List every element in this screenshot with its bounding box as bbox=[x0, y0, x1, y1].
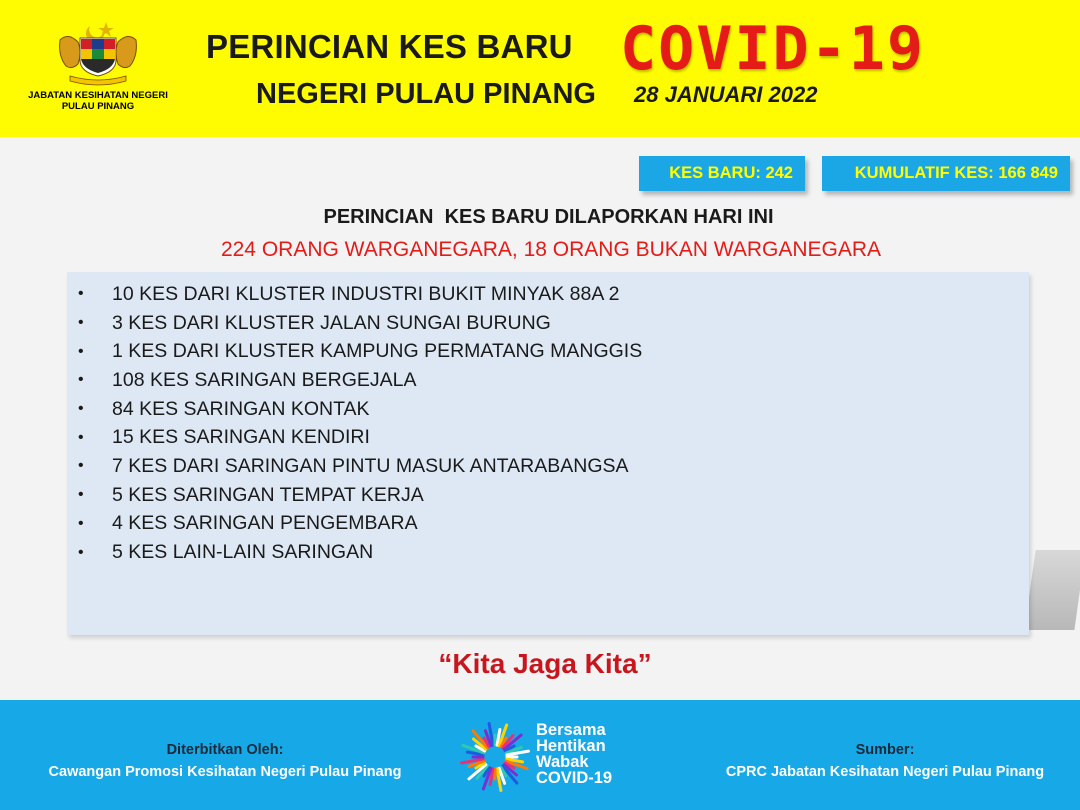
footer bbox=[0, 700, 1080, 810]
list-item bbox=[67, 452, 642, 481]
bullet-icon: • bbox=[78, 314, 84, 332]
section-title: PERINCIAN KES BARU DILAPORKAN HARI INI bbox=[323, 206, 774, 228]
covid-heading: COVID-19 bbox=[620, 14, 925, 84]
bullet-icon: • bbox=[78, 342, 84, 360]
header-banner bbox=[0, 0, 1080, 137]
page-subtitle: NEGERI PULAU PINANG bbox=[256, 78, 596, 110]
bullet-icon: • bbox=[78, 428, 84, 446]
list-item bbox=[67, 423, 642, 452]
section-subtitle: 224 ORANG WARGANEGARA, 18 ORANG BUKAN WARGANEGARA bbox=[220, 238, 882, 261]
publisher-block bbox=[20, 740, 430, 784]
page-title: PERINCIAN KES BARU bbox=[206, 28, 573, 65]
bullet-icon: • bbox=[78, 285, 84, 303]
bullet-icon: • bbox=[78, 400, 84, 418]
list-item-text: 15 KES SARINGAN KENDIRI bbox=[112, 426, 370, 449]
list-item bbox=[67, 280, 642, 309]
list-item bbox=[67, 309, 642, 338]
list-item bbox=[67, 366, 642, 395]
campaign-line: Wabak bbox=[536, 753, 589, 771]
list-item-text: 108 KES SARINGAN BERGEJALA bbox=[112, 368, 417, 391]
list-item bbox=[67, 395, 642, 424]
report-date: 28 JANUARI 2022 bbox=[634, 82, 818, 107]
bullet-icon: • bbox=[78, 457, 84, 475]
campaign-line: COVID-19 bbox=[536, 769, 613, 787]
department-name-line2: PULAU PINANG bbox=[61, 101, 135, 112]
list-item-text: 84 KES SARINGAN KONTAK bbox=[112, 397, 370, 420]
campaign-logo bbox=[456, 714, 636, 800]
department-logo bbox=[8, 18, 188, 118]
campaign-slogan bbox=[536, 722, 612, 786]
list-item-text: 4 KES SARINGAN PENGEMBARA bbox=[112, 512, 418, 535]
source-label: Sumber: bbox=[855, 742, 915, 758]
bullet-icon: • bbox=[78, 371, 84, 389]
publisher-name: Cawangan Promosi Kesihatan Negeri Pulau Pinang bbox=[48, 764, 402, 780]
bullet-icon: • bbox=[78, 543, 84, 561]
source-block bbox=[700, 740, 1070, 784]
slogan: “Kita Jaga Kita” bbox=[438, 648, 652, 679]
cumulative-cases-badge: KUMULATIF KES: 166 849 bbox=[822, 156, 1070, 191]
list-item bbox=[67, 510, 642, 539]
list-item bbox=[67, 538, 642, 567]
list-item-text: 10 KES DARI KLUSTER INDUSTRI BUKIT MINYAK 88A 2 bbox=[112, 282, 620, 305]
coat-of-arms-icon bbox=[50, 18, 146, 86]
list-item bbox=[67, 337, 642, 366]
list-item-text: 7 KES DARI SARINGAN PINTU MASUK ANTARABANGSA bbox=[112, 454, 629, 477]
new-cases-badge: KES BARU: 242 bbox=[639, 156, 805, 191]
source-name: CPRC Jabatan Kesihatan Negeri Pulau Pinang bbox=[725, 764, 1045, 780]
department-name-line1: JABATAN KESIHATAN NEGERI bbox=[28, 90, 168, 101]
campaign-line: Bersama bbox=[536, 721, 606, 739]
sunburst-logo-icon bbox=[456, 718, 534, 796]
campaign-line: Hentikan bbox=[536, 737, 606, 755]
bullet-icon: • bbox=[78, 514, 84, 532]
list-item bbox=[67, 481, 642, 510]
bullet-icon: • bbox=[78, 486, 84, 504]
panel-page-curl bbox=[1024, 550, 1080, 630]
case-breakdown-list bbox=[67, 280, 642, 567]
case-breakdown-panel bbox=[67, 272, 1029, 635]
list-item-text: 1 KES DARI KLUSTER KAMPUNG PERMATANG MANGGIS bbox=[112, 340, 643, 363]
publisher-label: Diterbitkan Oleh: bbox=[166, 742, 284, 758]
list-item-text: 3 KES DARI KLUSTER JALAN SUNGAI BURUNG bbox=[112, 311, 551, 334]
list-item-text: 5 KES SARINGAN TEMPAT KERJA bbox=[112, 483, 424, 506]
list-item-text: 5 KES LAIN-LAIN SARINGAN bbox=[112, 541, 374, 564]
